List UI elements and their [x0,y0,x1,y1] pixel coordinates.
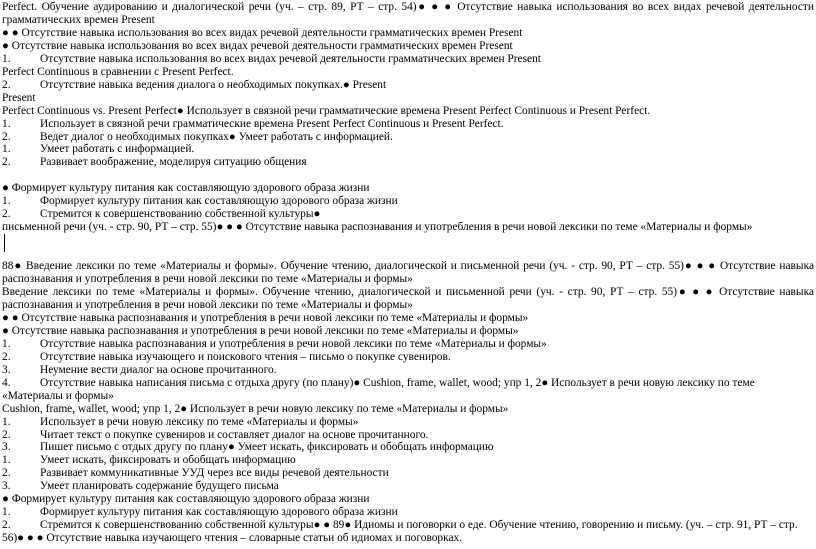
paragraph-text: ● ● Отсутствие навыка распознавания и употребления в речи новой лексики по теме «Материалы и формы» [2,311,529,324]
item-number: 2. [2,78,11,91]
paragraph-text: Отсутствие навыка написания письма с отдыха другу (по плану)● Cushion, frame, wallet, wood; упр 1, 2● Использует в речи новую лексику по теме «Материалы и формы» [2,376,755,402]
text-paragraph [2,260,814,286]
text-paragraph [2,92,814,105]
paragraph-text: Умеет искать, фиксировать и обобщать информацию [40,454,296,467]
item-number: 2. [2,519,11,532]
numbered-item [2,79,814,92]
numbered-item [2,131,814,144]
paragraph-text: Умеет работать с информацией. [40,143,195,156]
paragraph-text: ● Отсутствие навыка использования во всех видах речевой деятельности грамматических времен Present [2,39,513,52]
numbered-item [2,351,814,364]
numbered-item [2,364,814,377]
item-number: 1. [2,195,11,208]
item-number: 1. [2,454,11,467]
numbered-item [2,195,814,208]
item-number: 2. [2,467,11,480]
paragraph-text: Отсутствие навыка распознавания и употребления в речи новой лексики по теме «Материалы и формы» [40,337,547,350]
numbered-item [2,429,814,442]
numbered-item [2,118,814,131]
paragraph-text: Использует в речи новую лексику по теме «Материалы и формы» [40,415,359,428]
paragraph-text: 88● Введение лексики по теме «Материалы и формы». Обучение чтению, диалогической и письменной речи (уч. - стр. 90, РТ – стр. 55)● ● ● Отсутствие навыка распознавания и употребления в речи новой лексики по теме «Материалы и формы» [2,260,814,286]
item-number: 2. [2,350,11,363]
paragraph-text: Умеет планировать содержание будущего письма [40,480,279,493]
paragraph-text: Пишет письмо с отдых другу по плану● Умеет искать, фиксировать и обобщать информацию [40,441,494,454]
paragraph-text: Введение лексики по теме «Материалы и формы». Обучение чтению, диалогической и письменной речи (уч. - стр. 90, РТ – стр. 55)● ● ● Отсутствие навыка распознавания и употребления в речи новой лексики по теме «Материалы и формы» [2,286,814,311]
numbered-item [2,441,814,454]
item-number: 3. [2,441,11,454]
paragraph-text: ● Формирует культуру питания как составляющую здорового образа жизни [2,493,370,506]
paragraph-text: ● Формирует культуру питания как составляющую здорового образа жизни [2,182,370,195]
item-number: 3. [2,363,11,376]
numbered-item [2,454,814,467]
text-paragraph [2,312,814,325]
paragraph-text: Развивает воображение, моделируя ситуацию общения [40,156,307,169]
item-number: 3. [2,480,11,493]
paragraph-text: Формирует культуру питания как составляющую здорового образа жизни [40,195,398,208]
paragraph-text: Perfect Continuous vs. Present Perfect● Использует в связной речи грамматические времена Present Perfect Continuous и Present Perfect. [2,104,651,117]
text-paragraph [2,105,814,118]
item-number: 2. [2,130,11,143]
text-paragraph [2,66,814,79]
item-number: 1. [2,52,11,65]
text-paragraph [2,325,814,338]
text-paragraph [2,493,814,506]
blank-line [2,169,814,182]
text-cursor-bar [4,234,5,252]
paragraph-text: Неумение вести диалог на основе прочитанного. [40,363,277,376]
numbered-item [2,143,814,156]
text-paragraph [2,182,814,195]
paragraph-text: письменной речи (уч. - стр. 90, РТ – стр. 55)● ● ● Отсутствие навыка распознавания и употребления в речи новой лексики по теме «Материалы и формы» [2,221,753,234]
item-number: 2. [2,156,11,169]
paragraph-text: ● ● Отсутствие навыка использования во всех видах речевой деятельности грамматических времен Present [2,26,523,39]
paragraph-text: Perfect Continuous в сравнении с Present Perfect. [2,65,234,78]
item-number: 4. [2,376,11,389]
paragraph-text: Использует в связной речи грамматические времена Present Perfect Continuous и Present Perfect. [40,117,504,130]
paragraph-text: Развивает коммуникативные УУД через все виды речевой деятельности [40,467,389,480]
text-paragraph [2,40,814,53]
paragraph-text: Читает текст о покупке сувениров и составляет диалог на основе прочитанного. [40,428,429,441]
text-paragraph [2,403,814,416]
item-number: 1. [2,117,11,130]
numbered-item [2,467,814,480]
text-paragraph [2,221,814,234]
numbered-item [2,416,814,429]
item-number: 1. [2,143,11,156]
paragraph-text: Ведет диалог о необходимых покупках● Умеет работать с информацией. [40,130,393,143]
numbered-item [2,377,814,403]
paragraph-text: Cushion, frame, wallet, wood; упр 1, 2● Использует в речи новую лексику по теме «Материалы и формы» [2,402,509,415]
item-number: 2. [2,208,11,221]
paragraph-text: Формирует культуру питания как составляющую здорового образа жизни [40,506,398,519]
paragraph-text: Отсутствие навыка ведения диалога о необходимых покупках.● Present [40,78,387,91]
page-break-divider [2,234,814,260]
numbered-item [2,480,814,493]
paragraph-text: Стремится к совершенствованию собственной культуры● ● 89● Идиомы и поговорки о еде. Обучение чтению, говорению и письму. (уч. – стр. 91, РТ – стр. 56)● ● ● Отсутствие навыка изучающего чтения – словарные статьи об идиомах и поговорках. [2,519,798,545]
numbered-item [2,156,814,169]
paragraph-text: Present [2,91,36,104]
paragraph-text: ● Отсутствие навыка распознавания и употребления в речи новой лексики по теме «Материалы и формы» [2,324,519,337]
text-paragraph [2,27,814,40]
numbered-item [2,519,814,545]
numbered-item [2,338,814,351]
text-paragraph [2,1,814,27]
numbered-item [2,208,814,221]
text-paragraph [2,286,814,312]
item-number: 1. [2,506,11,519]
item-number: 2. [2,428,11,441]
paragraph-text: Отсутствие навыка изучающего и поискового чтения – письмо о покупке сувениров. [40,350,451,363]
numbered-item [2,506,814,519]
paragraph-text: Perfect. Обучение аудированию и диалогической речи (уч. – стр. 89, РТ – стр. 54)● ● ● Отсутствие навыка использования во всех видах речевой деятельности грамматических времен Present [2,1,814,26]
paragraph-text: Стремится к совершенствованию собственной культуры● [40,208,321,221]
item-number: 1. [2,415,11,428]
paragraph-text: Отсутствие навыка использования во всех видах речевой деятельности грамматических времен Present [40,52,541,65]
item-number: 1. [2,337,11,350]
numbered-item [2,53,814,66]
